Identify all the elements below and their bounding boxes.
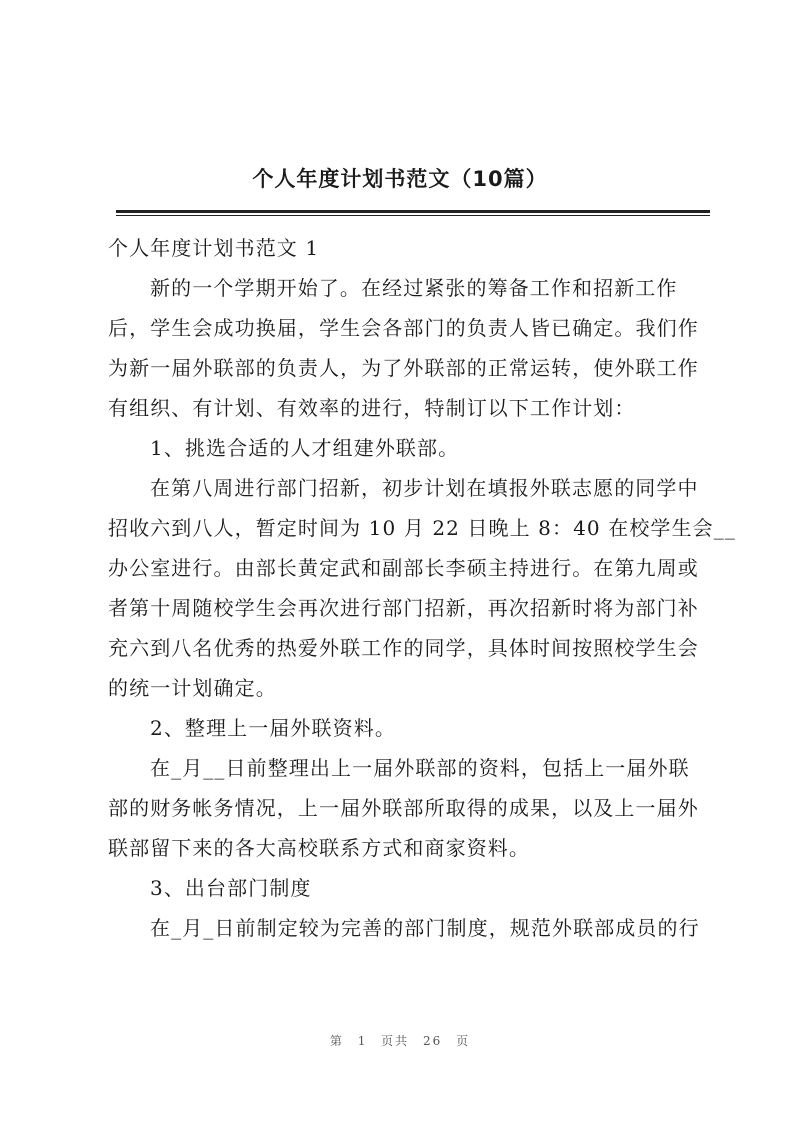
section-heading: 个人年度计划书范文 1 xyxy=(108,236,320,260)
footer-middle: 页共 xyxy=(381,1034,410,1048)
paragraph-line: 在_月_日前制定较为完善的部门制度，规范外联部成员的行 xyxy=(150,916,700,940)
paragraph-line: 在_月__日前整理出上一届外联部的资料，包括上一届外联 xyxy=(150,756,690,780)
document-body xyxy=(108,228,736,948)
paragraph-line: 者第十周随校学生会再次进行部门招新，再次招新时将为部门补 xyxy=(108,596,699,620)
footer-prefix: 第 xyxy=(329,1034,344,1048)
paragraph-line: 在第八周进行部门招新，初步计划在填报外联志愿的同学中 xyxy=(150,476,699,500)
list-item-heading: 2、整理上一届外联资料。 xyxy=(150,716,396,740)
footer-suffix: 页 xyxy=(456,1034,471,1048)
paragraph-line: 新的一个学期开始了。在经过紧张的筹备工作和招新工作 xyxy=(150,276,678,300)
page-footer xyxy=(0,1032,800,1049)
paragraph-line: 后，学生会成功换届，学生会各部门的负责人皆已确定。我们作 xyxy=(108,316,699,340)
paragraph-line: 有组织、有计划、有效率的进行，特制订以下工作计划： xyxy=(108,396,636,420)
paragraph-line: 部的财务帐务情况，上一届外联部所取得的成果，以及上一届外 xyxy=(108,796,699,820)
title-rule-thin xyxy=(116,215,710,216)
footer-page-number: 1 xyxy=(357,1034,368,1048)
footer-total-pages: 26 xyxy=(423,1034,443,1048)
list-item-heading: 3、出台部门制度 xyxy=(150,876,312,900)
list-item-heading: 1、挑选合适的人才组建外联部。 xyxy=(150,436,460,460)
title-rule-thick xyxy=(116,210,710,213)
paragraph-line: 为新一届外联部的负责人，为了外联部的正常运转，使外联工作 xyxy=(108,356,699,380)
paragraph-line: 的统一计划确定。 xyxy=(108,676,277,700)
paragraph-line: 招收六到八人，暂定时间为 10 月 22 日晚上 8：40 在校学生会__ xyxy=(108,516,736,540)
document-title: 个人年度计划书范文（10篇） xyxy=(252,167,548,191)
paragraph-line: 充六到八名优秀的热爱外联工作的同学，具体时间按照校学生会 xyxy=(108,636,699,660)
paragraph-line: 联部留下来的各大高校联系方式和商家资料。 xyxy=(108,836,530,860)
paragraph-line: 办公室进行。由部长黄定武和副部长李硕主持进行。在第九周或 xyxy=(108,556,699,580)
